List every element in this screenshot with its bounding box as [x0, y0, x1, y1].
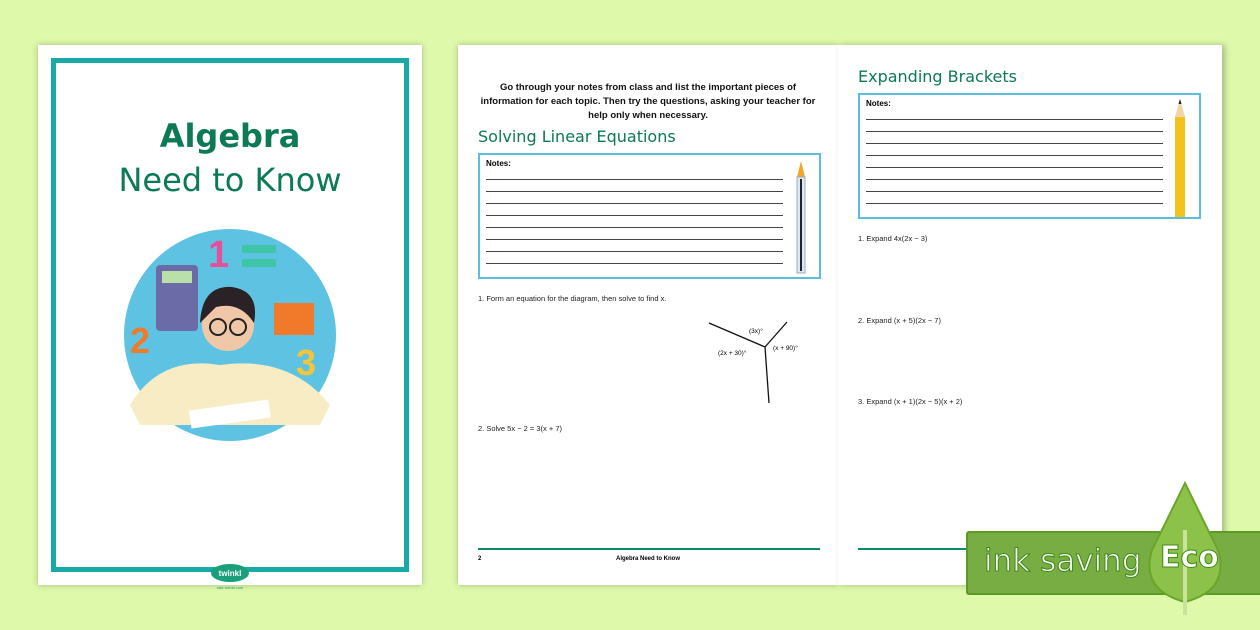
question-2: 2. Solve 5x − 2 = 3(x + 7) [478, 424, 563, 433]
angle-label: (3x)° [749, 328, 763, 335]
cover-title: Algebra [159, 117, 301, 155]
section-heading: Expanding Brackets [858, 67, 1017, 86]
svg-text:3: 3 [296, 342, 317, 383]
logo-url: visit twinkl.com [216, 585, 244, 590]
question-2: 2. Expand (x + 5)(2x − 7) [858, 316, 941, 325]
pen-icon [795, 161, 807, 275]
question-1: 1. Expand 4x(2x − 3) [858, 234, 928, 243]
notes-label: Notes: [486, 159, 511, 168]
question-3: 3. Expand (x + 1)(2x − 5)(x + 2) [858, 397, 963, 406]
svg-text:2: 2 [130, 320, 151, 361]
notes-label: Notes: [866, 99, 891, 108]
notes-box [478, 153, 821, 279]
student-illustration [120, 225, 350, 455]
eco-label: Eco [1160, 540, 1219, 575]
angle-label: (x + 90)° [773, 345, 798, 352]
angle-label: (2x + 30)° [718, 350, 747, 357]
cover-subtitle: Need to Know [118, 161, 342, 199]
notes-box [858, 93, 1201, 219]
ink-saving-label: ink saving [984, 543, 1142, 579]
svg-text:twinkl: twinkl [218, 569, 242, 578]
page-number: 2 [478, 556, 482, 562]
angle-diagram [703, 317, 793, 407]
page-2 [458, 45, 838, 585]
instructions: Go through your notes from class and list the important pieces of information for each topic. Then try the questions, asking your teacher for help only when necessary. [480, 82, 816, 121]
section-heading: Solving Linear Equations [478, 127, 676, 146]
question-1: 1. Form an equation for the diagram, then solve to find x. [478, 294, 667, 303]
cover-page [38, 45, 422, 590]
twinkl-logo [210, 563, 250, 583]
footer-title: Algebra Need to Know [615, 556, 680, 562]
pencil-icon [1173, 99, 1187, 217]
svg-text:1: 1 [208, 234, 230, 276]
footer-rule [478, 548, 820, 550]
